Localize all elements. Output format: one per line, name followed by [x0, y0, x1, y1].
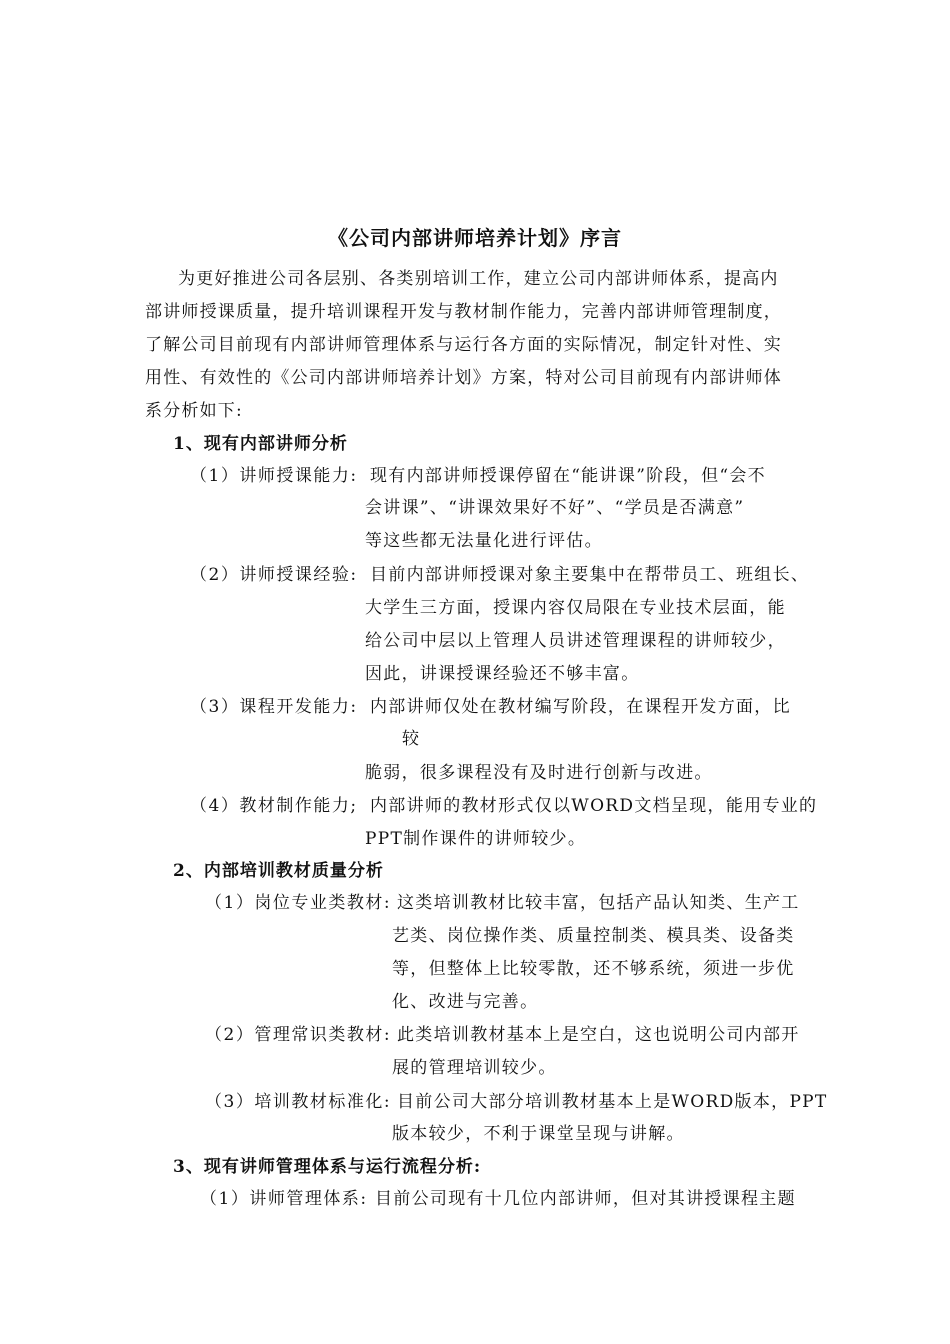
- section-heading: 1、现有内部讲师分析: [173, 434, 348, 454]
- item-text-line: 大学生三方面，授课内容仅局限在专业技术层面，能: [365, 598, 786, 618]
- item-label: （3）培训教材标准化:: [205, 1092, 392, 1112]
- item-text-line: 现有内部讲师授课停留在“能讲课”阶段，但“会不: [370, 466, 766, 486]
- intro-line: 了解公司目前现有内部讲师管理体系与运行各方面的实际情况，制定针对性、实: [145, 335, 782, 355]
- item-text-line: 因此，讲课授课经验还不够丰富。: [365, 664, 640, 684]
- item-text-line: 会讲课”、“讲课效果好不好”、“学员是否满意”: [365, 498, 745, 518]
- intro-line: 用性、有效性的《公司内部讲师培养计划》方案，特对公司目前现有内部讲师体: [145, 368, 782, 388]
- item-label: （3）课程开发能力:: [190, 697, 358, 717]
- intro-line: 系分析如下:: [145, 401, 243, 421]
- intro-line: 部讲师授课质量，提升培训课程开发与教材制作能力，完善内部讲师管理制度，: [145, 302, 782, 322]
- item-text-line: 化、改进与完善。: [392, 992, 539, 1012]
- item-label: （2）讲师授课经验:: [190, 565, 358, 585]
- item-label: （1）讲师授课能力:: [190, 466, 358, 486]
- document-title: 《公司内部讲师培养计划》序言: [328, 226, 622, 250]
- item-text-line: 较: [402, 729, 421, 749]
- item-text-line: 这类培训教材比较丰富，包括产品认知类、生产工: [397, 893, 800, 913]
- item-text-line: 等这些都无法量化进行评估。: [365, 531, 603, 551]
- item-text-line: 此类培训教材基本上是空白，这也说明公司内部开: [397, 1025, 800, 1045]
- item-text-line: 艺类、岗位操作类、质量控制类、模具类、设备类: [392, 926, 795, 946]
- item-label: （1）讲师管理体系:: [200, 1189, 368, 1209]
- intro-line: 为更好推进公司各层别、各类别培训工作，建立公司内部讲师体系，提高内: [178, 269, 779, 289]
- item-text-line: 内部讲师的教材形式仅以WORD文档呈现，能用专业的: [370, 796, 818, 816]
- section-heading: 3、现有讲师管理体系与运行流程分析:: [173, 1157, 482, 1177]
- item-label: （2）管理常识类教材:: [205, 1025, 392, 1045]
- item-text-line: 脆弱，很多课程没有及时进行创新与改进。: [365, 763, 713, 783]
- item-text-line: 目前公司现有十几位内部讲师，但对其讲授课程主题: [375, 1189, 796, 1209]
- item-text-line: 目前内部讲师授课对象主要集中在帮带员工、班组长、: [370, 565, 810, 585]
- item-label: （4）教材制作能力;: [190, 796, 358, 816]
- item-text-line: PPT制作课件的讲师较少。: [365, 829, 587, 849]
- item-text-line: 展的管理培训较少。: [392, 1058, 557, 1078]
- item-text-line: 等，但整体上比较零散，还不够系统，须进一步优: [392, 959, 795, 979]
- item-text-line: 给公司中层以上管理人员讲述管理课程的讲师较少，: [365, 631, 786, 651]
- item-text-line: 目前公司大部分培训教材基本上是WORD版本，PPT: [397, 1092, 828, 1112]
- section-heading: 2、内部培训教材质量分析: [173, 861, 384, 881]
- item-label: （1）岗位专业类教材:: [205, 893, 392, 913]
- item-text-line: 内部讲师仅处在教材编写阶段，在课程开发方面，比: [370, 697, 791, 717]
- item-text-line: 版本较少，不利于课堂呈现与讲解。: [392, 1124, 685, 1144]
